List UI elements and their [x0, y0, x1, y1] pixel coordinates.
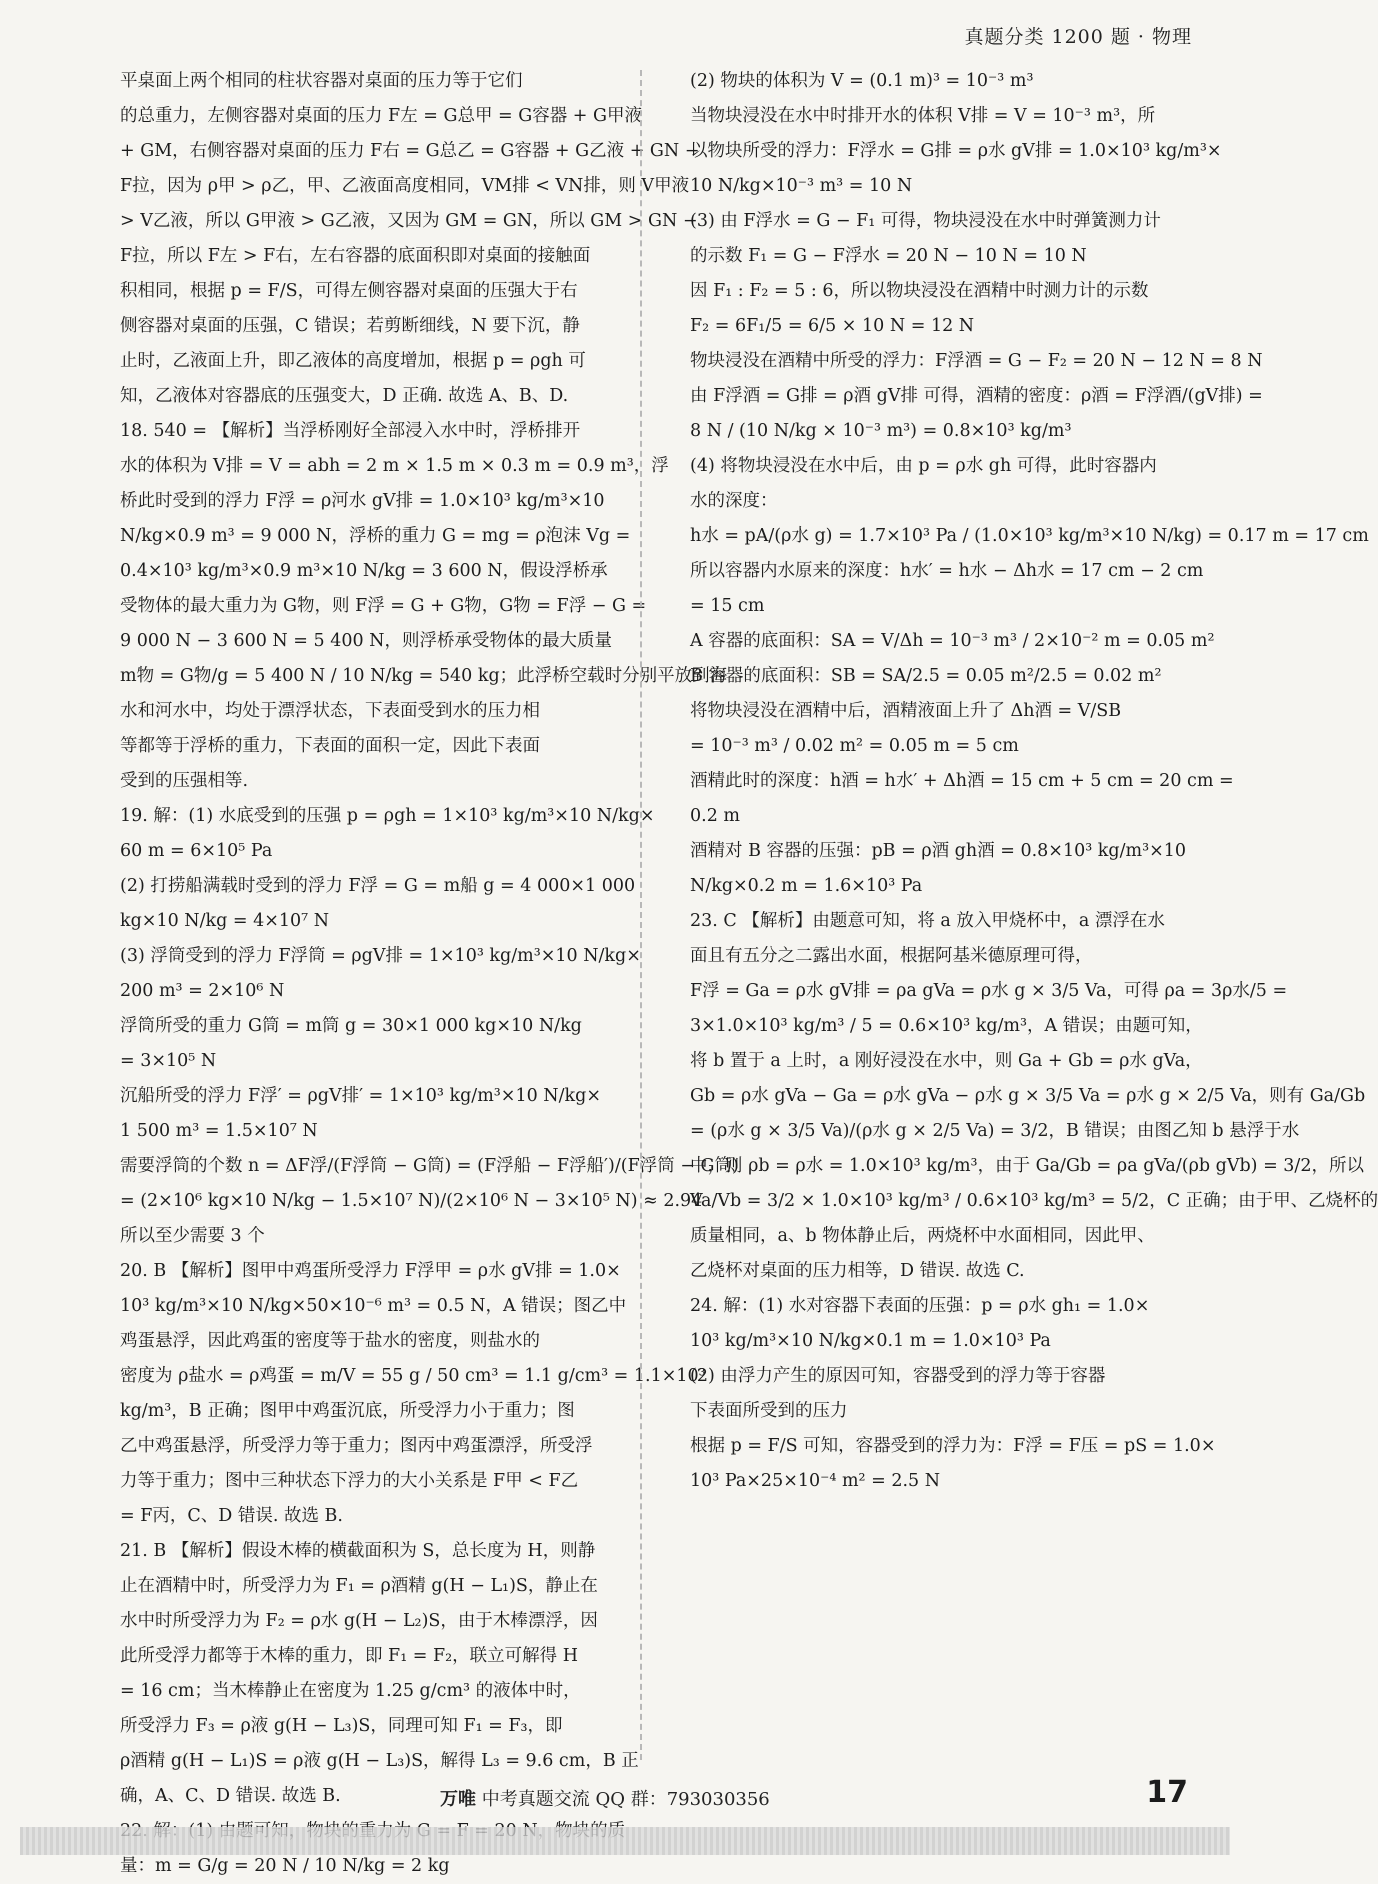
text-line: 酒精对 B 容器的压强：pB = ρ酒 gh酒 = 0.8×10³ kg/m³×10 [690, 841, 1187, 861]
text-line: 水的体积为 V排 = V = abh = 2 m × 1.5 m × 0.3 m = 0.9 m³，浮 [120, 456, 669, 476]
text-line: 侧容器对桌面的压强，C 错误；若剪断细线，N 要下沉，静 [120, 316, 580, 336]
text-line: (2) 由浮力产生的原因可知，容器受到的浮力等于容器 [690, 1366, 1106, 1386]
text-line: Va/Vb = 3/2 × 1.0×10³ kg/m³ / 0.6×10³ kg/m³ = 5/2，C 正确；由于甲、乙烧杯的 [690, 1191, 1378, 1211]
text-line: 受到的压强相等. [120, 771, 249, 791]
text-line: 由 F浮酒 = G排 = ρ酒 gV排 可得，酒精的密度：ρ酒 = F浮酒/(gV排) = [690, 386, 1263, 406]
text-line: N/kg×0.9 m³ = 9 000 N，浮桥的重力 G = mg = ρ泡沫 Vg = [120, 526, 631, 546]
text-line: Gb = ρ水 gVa − Ga = ρ水 gVa − ρ水 g × 3/5 Va = ρ水 g × 2/5 Va，则有 Ga/Gb [690, 1086, 1366, 1106]
text-line: 物块浸没在酒精中所受的浮力：F浮酒 = G − F₂ = 20 N − 12 N = 8 N [690, 351, 1263, 371]
brand-logo: 万唯 [440, 1789, 476, 1810]
text-line: 0.2 m [690, 806, 740, 826]
text-line: kg/m³，B 正确；图甲中鸡蛋沉底，所受浮力小于重力；图 [120, 1401, 575, 1421]
text-line: + GM，右侧容器对桌面的压力 F右 = G总乙 = G容器 + G乙液 + GN − [120, 141, 700, 161]
text-line: 积相同，根据 p = F/S，可得左侧容器对桌面的压强大于右 [120, 281, 578, 301]
text-line: B 容器的底面积：SB = SA/2.5 = 0.05 m²/2.5 = 0.02 m² [690, 666, 1162, 686]
text-line: ρ酒精 g(H − L₁)S = ρ液 g(H − L₃)S，解得 L₃ = 9.6 cm，B 正 [120, 1751, 639, 1771]
text-line: 10³ kg/m³×10 N/kg×0.1 m = 1.0×10³ Pa [690, 1331, 1051, 1351]
text-line: 24. 解：(1) 水对容器下表面的压强：p = ρ水 gh₁ = 1.0× [690, 1296, 1150, 1316]
text-line: = 10⁻³ m³ / 0.02 m² = 0.05 m = 5 cm [690, 736, 1019, 756]
right-column [690, 64, 1378, 1499]
text-line: 所以容器内水原来的深度：h水′ = h水 − Δh水 = 17 cm − 2 cm [690, 561, 1204, 581]
text-line: kg×10 N/kg = 4×10⁷ N [120, 911, 330, 931]
text-line: 23. C 【解析】由题意可知，将 a 放入甲烧杯中，a 漂浮在水 [690, 911, 1165, 931]
text-line: 沉船所受的浮力 F浮′ = ρgV排′ = 1×10³ kg/m³×10 N/kg× [120, 1086, 601, 1106]
text-line: 200 m³ = 2×10⁶ N [120, 981, 285, 1001]
text-line: 鸡蛋悬浮，因此鸡蛋的密度等于盐水的密度，则盐水的 [120, 1331, 540, 1351]
text-line: F拉，因为 ρ甲 > ρ乙，甲、乙液面高度相同，VM排 < VN排，则 V甲液 [120, 176, 690, 196]
text-line: 19. 解：(1) 水底受到的压强 p = ρgh = 1×10³ kg/m³×10 N/kg× [120, 806, 655, 826]
text-line: 水和河水中，均处于漂浮状态，下表面受到水的压力相 [120, 701, 540, 721]
text-line: 止在酒精中时，所受浮力为 F₁ = ρ酒精 g(H − L₁)S，静止在 [120, 1576, 598, 1596]
text-line: m物 = G物/g = 5 400 N / 10 N/kg = 540 kg；此浮桥空载时分别平放到海 [120, 666, 728, 686]
text-line: 浮筒所受的重力 G筒 = m筒 g = 30×1 000 kg×10 N/kg [120, 1016, 582, 1036]
text-line: 桥此时受到的浮力 F浮 = ρ河水 gV排 = 1.0×10³ kg/m³×10 [120, 491, 605, 511]
text-line: (3) 由 F浮水 = G − F₁ 可得，物块浸没在水中时弹簧测力计 [690, 211, 1161, 231]
text-line: 0.4×10³ kg/m³×0.9 m³×10 N/kg = 3 600 N，假设浮桥承 [120, 561, 608, 581]
text-line: 力等于重力；图中三种状态下浮力的大小关系是 F甲 < F乙 [120, 1471, 579, 1491]
text-line: N/kg×0.2 m = 1.6×10³ Pa [690, 876, 923, 896]
text-line: 当物块浸没在水中时排开水的体积 V排 = V = 10⁻³ m³，所 [690, 106, 1156, 126]
text-line: 等都等于浮桥的重力，下表面的面积一定，因此下表面 [120, 736, 540, 756]
text-line: = F丙，C、D 错误. 故选 B. [120, 1506, 343, 1526]
text-line: 知，乙液体对容器底的压强变大，D 正确. 故选 A、B、D. [120, 386, 569, 406]
bottom-band [20, 1827, 1230, 1855]
text-line: F浮 = Ga = ρ水 gV排 = ρa gVa = ρ水 g × 3/5 Va，可得 ρa = 3ρ水/5 = [690, 981, 1288, 1001]
text-line: 根据 p = F/S 可知，容器受到的浮力为：F浮 = F压 = pS = 1.0× [690, 1436, 1216, 1456]
text-line: 因 F₁ : F₂ = 5 : 6，所以物块浸没在酒精中时测力计的示数 [690, 281, 1149, 301]
text-line: F₂ = 6F₁/5 = 6/5 × 10 N = 12 N [690, 316, 975, 336]
text-line: 质量相同，a、b 物体静止后，两烧杯中水面相同，因此甲、 [690, 1226, 1155, 1246]
text-line: F拉，所以 F左 > F右，左右容器的底面积即对桌面的接触面 [120, 246, 591, 266]
text-line: 乙中鸡蛋悬浮，所受浮力等于重力；图丙中鸡蛋漂浮，所受浮 [120, 1436, 593, 1456]
text-line: 受物体的最大重力为 G物，则 F浮 = G + G物，G物 = F浮 − G = [120, 596, 647, 616]
text-line: 9 000 N − 3 600 N = 5 400 N，则浮桥承受物体的最大质量 [120, 631, 612, 651]
text-line: 的总重力，左侧容器对桌面的压力 F左 = G总甲 = G容器 + G甲液 [120, 106, 643, 126]
text-line: 的示数 F₁ = G − F浮水 = 20 N − 10 N = 10 N [690, 246, 1087, 266]
page-header: 真题分类 1200 题 · 物理 [964, 26, 1192, 48]
text-line: 需要浮筒的个数 n = ΔF浮/(F浮筒 − G筒) = (F浮船 − F浮船′)/(F浮筒 − G筒) [120, 1156, 739, 1176]
text-line: 8 N / (10 N/kg × 10⁻³ m³) = 0.8×10³ kg/m³ [690, 421, 1072, 441]
text-line: 下表面所受到的压力 [690, 1401, 848, 1421]
text-line: = 3×10⁵ N [120, 1051, 217, 1071]
text-line: 20. B 【解析】图甲中鸡蛋所受浮力 F浮甲 = ρ水 gV排 = 1.0× [120, 1261, 621, 1281]
text-line: 酒精此时的深度：h酒 = h水′ + Δh酒 = 15 cm + 5 cm = 20 cm = [690, 771, 1234, 791]
text-line: 3×1.0×10³ kg/m³ / 5 = 0.6×10³ kg/m³，A 错误；由题可知， [690, 1016, 1203, 1036]
text-line: (3) 浮筒受到的浮力 F浮筒 = ρgV排 = 1×10³ kg/m³×10 N/kg× [120, 946, 641, 966]
qq-group-text: 中考真题交流 QQ 群：793030356 [481, 1789, 770, 1810]
text-line: 以物块所受的浮力：F浮水 = G排 = ρ水 gV排 = 1.0×10³ kg/m³× [690, 141, 1222, 161]
text-line: 所受浮力 F₃ = ρ液 g(H − L₃)S，同理可知 F₁ = F₃，即 [120, 1716, 563, 1736]
text-line: 10³ Pa×25×10⁻⁴ m² = 2.5 N [690, 1471, 941, 1491]
text-line: A 容器的底面积：SA = V/Δh = 10⁻³ m³ / 2×10⁻² m = 0.05 m² [690, 631, 1215, 651]
text-line: 量：m = G/g = 20 N / 10 N/kg = 2 kg [120, 1856, 450, 1876]
text-line: 乙烧杯对桌面的压力相等，D 错误. 故选 C. [690, 1261, 1025, 1281]
text-line: 面且有五分之二露出水面，根据阿基米德原理可得， [690, 946, 1093, 966]
text-line: 水的深度： [690, 491, 778, 511]
text-line: h水 = pA/(ρ水 g) = 1.7×10³ Pa / (1.0×10³ kg/m³×10 N/kg) = 0.17 m = 17 cm [690, 526, 1369, 546]
text-line: = (ρ水 g × 3/5 Va)/(ρ水 g × 2/5 Va) = 3/2，B 错误；由图乙知 b 悬浮于水 [690, 1121, 1300, 1141]
text-line: 1 500 m³ = 1.5×10⁷ N [120, 1121, 318, 1141]
text-line: 60 m = 6×10⁵ Pa [120, 841, 273, 861]
text-line: (2) 物块的体积为 V = (0.1 m)³ = 10⁻³ m³ [690, 71, 1034, 91]
footer-note [440, 1785, 770, 1811]
text-line: 水中时所受浮力为 F₂ = ρ水 g(H − L₂)S，由于木棒漂浮，因 [120, 1611, 598, 1631]
text-line: (2) 打捞船满载时受到的浮力 F浮 = G = m船 g = 4 000×1 000 [120, 876, 636, 896]
text-line: 止时，乙液面上升，即乙液体的高度增加，根据 p = ρgh 可 [120, 351, 586, 371]
text-line: 21. B 【解析】假设木棒的横截面积为 S，总长度为 H，则静 [120, 1541, 596, 1561]
text-line: = 15 cm [690, 596, 765, 616]
text-line: = 16 cm；当木棒静止在密度为 1.25 g/cm³ 的液体中时， [120, 1681, 581, 1701]
text-line: 将 b 置于 a 上时，a 刚好浸没在水中，则 Ga + Gb = ρ水 gVa， [690, 1051, 1203, 1071]
text-line: = (2×10⁶ kg×10 N/kg − 1.5×10⁷ N)/(2×10⁶ N − 3×10⁵ N) ≈ 2.94 [120, 1191, 703, 1211]
column-divider [640, 70, 642, 1760]
text-line: 平桌面上两个相同的柱状容器对桌面的压力等于它们 [120, 71, 523, 91]
text-line: 10 N/kg×10⁻³ m³ = 10 N [690, 176, 913, 196]
text-line: > V乙液，所以 G甲液 > G乙液，又因为 GM = GN，所以 GM > GN − [120, 211, 698, 231]
text-line: 所以至少需要 3 个 [120, 1226, 265, 1246]
text-line: 确，A、C、D 错误. 故选 B. [120, 1786, 341, 1806]
text-line: (4) 将物块浸没在水中后，由 p = ρ水 gh 可得，此时容器内 [690, 456, 1157, 476]
text-line: 18. 540 = 【解析】当浮桥刚好全部浸入水中时，浮桥排开 [120, 421, 581, 441]
text-line: 此所受浮力都等于木棒的重力，即 F₁ = F₂，联立可解得 H [120, 1646, 578, 1666]
text-line: 10³ kg/m³×10 N/kg×50×10⁻⁶ m³ = 0.5 N，A 错误；图乙中 [120, 1296, 627, 1316]
text-line: 将物块浸没在酒精中后，酒精液面上升了 Δh酒 = V/SB [690, 701, 1122, 721]
page-footer [0, 1775, 1250, 1819]
text-line: 中，则 ρb = ρ水 = 1.0×10³ kg/m³，由于 Ga/Gb = ρa gVa/(ρb gVb) = 3/2，所以 [690, 1156, 1364, 1176]
text-line: 密度为 ρ盐水 = ρ鸡蛋 = m/V = 55 g / 50 cm³ = 1.1 g/cm³ = 1.1×10³ [120, 1366, 706, 1386]
page-number: 17 [1146, 1775, 1188, 1810]
